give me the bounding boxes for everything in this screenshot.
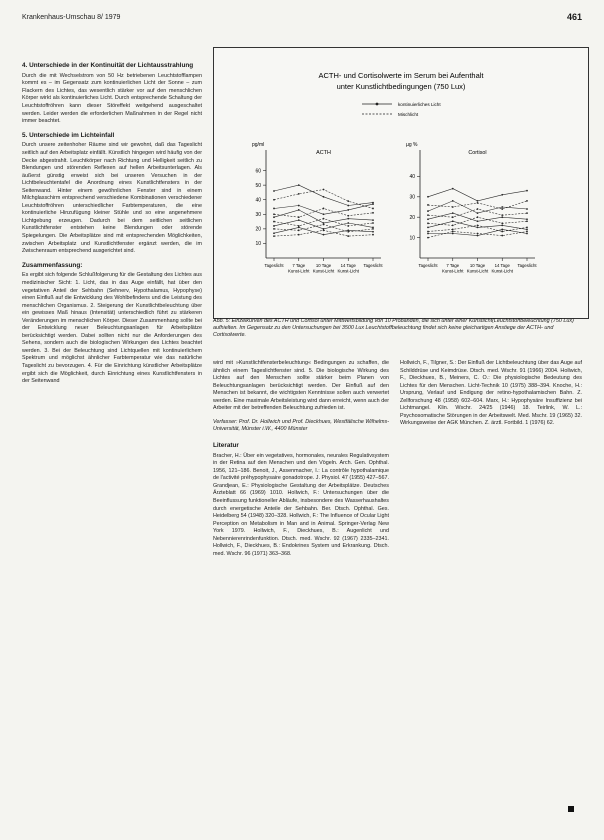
data-point xyxy=(347,225,349,227)
legend-label-1: kontinuierliches Licht xyxy=(398,102,441,107)
data-point xyxy=(526,208,528,210)
data-point xyxy=(427,237,429,239)
section-4-heading: 4. Unterschiede in der Kontinuität der Lichtausstrahlung xyxy=(22,62,194,69)
panel-title: Cortisol xyxy=(468,150,487,156)
data-point xyxy=(372,219,374,221)
series-line xyxy=(428,189,527,201)
data-point xyxy=(501,208,503,210)
data-point xyxy=(298,229,300,231)
data-point xyxy=(273,228,275,230)
x-tick-label: 14 Tage xyxy=(494,263,510,268)
data-point xyxy=(452,212,454,214)
data-point xyxy=(526,200,528,202)
section-5-heading: 5. Unterschiede im Lichteinfall xyxy=(22,131,115,139)
x-tick-label: Kunst-Licht xyxy=(288,268,310,274)
y-tick-label: 40 xyxy=(409,174,415,181)
data-point xyxy=(323,218,325,220)
data-point xyxy=(526,227,528,229)
figure-acth-cortisol xyxy=(213,47,589,319)
data-point xyxy=(273,213,275,215)
data-point xyxy=(501,206,503,208)
x-tick-label: Tageslicht xyxy=(517,263,537,268)
figure-title-1: ACTH- und Cortisolwerte im Serum bei Aufenthalt xyxy=(318,71,484,80)
data-point xyxy=(273,208,275,210)
page-number: 461 xyxy=(566,12,582,22)
data-point xyxy=(273,199,275,201)
x-tick-label: 10 Tage xyxy=(469,263,486,268)
data-point xyxy=(273,190,275,192)
x-tick-label: 14 Tage xyxy=(340,263,356,268)
data-point xyxy=(372,208,374,210)
x-tick-label: 10 Tage xyxy=(315,263,332,268)
y-unit-label: pg/ml xyxy=(252,142,265,148)
data-point xyxy=(372,203,374,205)
data-point xyxy=(372,234,374,236)
data-point xyxy=(298,227,300,229)
data-point xyxy=(452,216,454,218)
figure-title-2: unter Kunstlichtbedingungen (750 Lux) xyxy=(336,82,466,91)
data-point xyxy=(372,228,374,230)
data-point xyxy=(501,224,503,226)
x-tick-label: Tageslicht xyxy=(264,263,284,268)
y-tick-label: 30 xyxy=(255,212,261,219)
data-point xyxy=(273,221,275,223)
x-tick-label: Tageslicht xyxy=(418,263,438,268)
data-point xyxy=(501,214,503,216)
x-tick-label: 7 Tage xyxy=(446,263,460,268)
journal-issue: Krankenhaus-Umschau 8/ 1979 xyxy=(22,14,121,21)
data-point xyxy=(273,216,275,218)
data-point xyxy=(323,234,325,236)
data-point xyxy=(323,189,325,191)
data-point xyxy=(427,233,429,235)
data-point xyxy=(477,200,479,202)
data-point xyxy=(347,222,349,224)
data-point xyxy=(347,200,349,202)
data-point xyxy=(452,233,454,235)
cortisol-panel xyxy=(406,142,537,274)
y-unit-label: µg % xyxy=(406,142,418,148)
data-point xyxy=(323,213,325,215)
data-point xyxy=(298,205,300,207)
data-point xyxy=(501,194,503,196)
x-tick-label: Kunst-Licht xyxy=(442,268,464,274)
data-point xyxy=(298,234,300,236)
data-point xyxy=(298,219,300,221)
data-point xyxy=(298,209,300,211)
data-point xyxy=(452,206,454,208)
data-point xyxy=(526,190,528,192)
data-point xyxy=(477,208,479,210)
legend-marker-1 xyxy=(376,103,379,106)
section-5-text: Durch unsere zeitenhoher Räume sind wir gewohnt, daß das Tageslicht seitlich auf den Arbeitsplatz einfällt. Künstlich hingegen wird häufig von der Decke abgestrahlt. Leuchtkörper nach Richtung und Helligkeit seitlich zu Blendungen und störenden Reflexen auf hellen Arbeitsunterlagen. Als äußerst günstig erweist sich bei unseren Versuchen in der Lichtbeleuchtentafel die Anordnung eines Kunstlichtfensters in der Seitenwand. Hinter einem gewöhnlichen Fenster sind in einem Milchglasschirm entsprechend verschiedene Kombinationen verschiedener Leuchtstoffröhren unterschiedlicher Farbtemperaturen, die eine kontinuierliche Hinzufügung kleiner Stühle und so eine angenehmere Lichtgebung erzeugen. Dadurch bei dem seitlichen seitlichen Kunstlichtfenster entstehen keine Blendungen oder störende Spiegelungen. Die Arbeitsplätze sind mit entsprechenden Möglichkeiten, zwischen Arbeitsplatz und Kunstlichtfenster ergänzt werden, die im Zwischenraum entsprechend ausgerichtet sind. xyxy=(22,142,202,255)
data-point xyxy=(477,224,479,226)
data-point xyxy=(427,218,429,220)
column-3 xyxy=(400,360,582,430)
x-tick-label: Kunst-Licht xyxy=(491,268,513,274)
data-point xyxy=(427,204,429,206)
data-point xyxy=(477,227,479,229)
panel-title: ACTH xyxy=(316,150,331,156)
y-tick-label: 50 xyxy=(255,182,261,189)
data-point xyxy=(427,196,429,198)
figure-caption: Abb. 5: Einzelkurven des ACTH und Cortisol unter Mittwertsbildung von 10 Probanden, die sich unter einer Kunstlicht(Leuchtstoffbeleuchtung (750 Lux) aufhielten. Im Gegensatz zu den Untersuchungen bei 3500 Lux Leuchtstoffbeleuchtung findet sich keine gleichartigen Anstiege der ACTH- und Cortisolwerte. xyxy=(213,318,574,339)
data-point xyxy=(477,233,479,235)
data-point xyxy=(347,205,349,207)
data-point xyxy=(323,229,325,231)
data-point xyxy=(372,222,374,224)
y-tick-label: 20 xyxy=(255,226,261,233)
y-tick-label: 10 xyxy=(255,241,261,248)
data-point xyxy=(477,202,479,204)
running-header xyxy=(22,12,582,24)
data-point xyxy=(526,233,528,235)
literature-list-1: Bracher, H.: Über ein vegetatives, hormonales, neurales Regulativsystem in der Retina auf den Menschen und den Vögeln. Arch. Gen. Ophthal. 1956, 121–186. Benoit, J., Assenmacher, I.: La contrôle hypothalamique de l'activité préhypophysaire gonadotrope. J. Physiol. 47 (1955) 427–567. Grandjean, E.: Physiologische Gestaltung der Arbeitsplätze. Deutsches Ärzteblatt 66 (1969) 1010. Hollwich, F.: Untersuchungen über die Beeinflussung funktioneller Abläufe, insbesondere des Wasserhaushaltes durch energetische Anteile der Sehbahn. Ber. Dtsch. Ophthal. Ges. Heidelberg 54 (1948) 320–328. Hollwich, F.: The Influence of Ocular Light Perception on Metabolism in Man and in Animal. Springer-Verlag New York 1979. Hollwich, F., Dieckhues, B.: Augenlicht und Nebennierenrindenfunktion. Dtsch. med. Wschr. 92 (1967) 2335–2341. Hollwich, F., Dieckhues, B.: Endokrines System und Erkrankung. Dtsch. med. Wschr. 96 (1971) 363–368. xyxy=(213,452,389,557)
data-point xyxy=(372,212,374,214)
y-tick-label: 60 xyxy=(255,168,261,175)
data-point xyxy=(501,216,503,218)
data-point xyxy=(477,220,479,222)
x-tick-label: Kunst-Licht xyxy=(466,268,489,274)
data-point xyxy=(427,231,429,233)
y-tick-label: 40 xyxy=(255,197,261,204)
data-point xyxy=(427,222,429,224)
y-tick-label: 10 xyxy=(409,235,415,242)
figure-canvas xyxy=(214,48,588,318)
acth-panel xyxy=(252,142,383,274)
data-point xyxy=(477,216,479,218)
summary-text: Es ergibt sich folgende Schlußfolgerung für die Gestaltung des Lichtes aus medizinischer Sicht: 1. Licht, das in das Auge einfällt, hat über den vegetativen Anteil der Sehbahn (Sehnerv, Hypothalamus, Hypophyse) einen Einfluß auf die Entwicklung des Wohlbefindens und die Leistung des menschlichen Organismus. 2. Steigerung der Kunstlichtbeleuchtung über ein gewisses Maß hinaus (Intensität) unterschiedlich führt zu stärkeren Veränderungen im menschlichen Körper. Dieser Zusammenhang sollte bei der Entwicklung neuer Beleuchtungsanlagen für Arbeitsplätze berücksichtigt werden. Dabei sollten nicht nur die Anforderungen des Sehens, sondern auch die biologischen Wirkungen des Lichtes beachtet werden. 3. Bei der Beleuchtung sind Lichtquellen mit kontinuierlichem Spektrum und möglichst ähnlicher Farbtemperatur wie das natürliche Tageslicht zu bevorzugen. 4. Für die Einrichtung künstlicher Arbeitsplätze ergibt sich die Möglichkeit, durch Einrichtung eines Kunstlichtfensters in der Seitenwand xyxy=(22,272,202,385)
data-point xyxy=(273,235,275,237)
literature-heading: Literatur xyxy=(213,441,239,449)
y-tick-label: 30 xyxy=(409,194,415,201)
series-line xyxy=(428,225,527,231)
data-point xyxy=(298,193,300,195)
data-point xyxy=(347,218,349,220)
data-point xyxy=(501,222,503,224)
data-point xyxy=(323,196,325,198)
x-tick-label: Kunst-Licht xyxy=(337,268,359,274)
data-point xyxy=(273,232,275,234)
data-point xyxy=(501,229,503,231)
data-point xyxy=(452,220,454,222)
data-point xyxy=(347,209,349,211)
series-line xyxy=(274,185,373,205)
continued-text: wird mit »Kunstlichtfensterbeleuchtung« Bedingungen zu schaffen, die ähnlich einem Tageslichtfenster sind. 5. Die biologische Wirkung des Lichtes auf den Menschen sollte stärker beim Planen von Beleuchtungsanlagen berücksichtigt werden. Der Einfluß auf den Menschen ist bekannt, die wichtigsten Kenntnisse sollen auch verwertet werden. Eine maximale Arbeitsleistung wird dann erreicht, wenn auch der Arbeiter mit der betreffenden Beleuchtung zufrieden ist. xyxy=(213,360,389,412)
data-point xyxy=(372,231,374,233)
data-point xyxy=(347,235,349,237)
x-tick-label: 7 Tage xyxy=(292,263,306,268)
summary-heading: Zusammenfassung: xyxy=(22,261,83,269)
series-line xyxy=(274,210,373,223)
data-point xyxy=(526,212,528,214)
data-point xyxy=(526,218,528,220)
author-address: Verfasser: Prof. Dr. Hollwich und Prof. Dieckhues, Westfälische Wilhelms-Universität, Münster i.W., 4400 Münster xyxy=(213,418,389,433)
data-point xyxy=(452,231,454,233)
data-point xyxy=(298,216,300,218)
data-point xyxy=(347,215,349,217)
series-line xyxy=(428,232,527,238)
data-point xyxy=(298,184,300,186)
data-point xyxy=(452,224,454,226)
data-point xyxy=(273,225,275,227)
data-point xyxy=(452,229,454,231)
y-tick-label: 20 xyxy=(409,215,415,221)
data-point xyxy=(427,227,429,229)
data-point xyxy=(526,231,528,233)
x-tick-label: Kunst-Licht xyxy=(312,268,335,274)
data-point xyxy=(323,224,325,226)
literature-list-2: Hollwich, F., Tilgner, S.: Der Einfluß der Lichtbeleuchtung über das Auge auf Schilddrüse und Keimdrüse. Dtsch. med. Wschr. 91 (1966) 2004. Hollwich, F., Dieckhues, B., Meiners, C. O.: Die physiologische Bedeutung des Lichtes für den Menschen. Licht-Technik 10 (1975) 388–394. Knoche, H.: Ursprung, Verlauf und Endigung der retino-hypothalamischen Bahn. Z. Zellforschung 48 (1958) 602–604. Marx, H.: Hypophysäre Insuffizienz bei Lichtmangel. Klin. Wschr. 24/25 (1946) 18. Teirlink, W. L.: Psychosomatische Störungen in der Arbeitswelt. Med. Mschr. 19 (1965) 32. Wirkungsweise der AGK München. Z. ärztl. Fortbild. 1 (1976) 62. xyxy=(400,360,582,427)
data-point xyxy=(526,229,528,231)
column-1 xyxy=(22,60,202,388)
data-point xyxy=(501,235,503,237)
data-point xyxy=(452,200,454,202)
data-point xyxy=(427,210,429,212)
data-point xyxy=(477,235,479,237)
series-line xyxy=(274,190,373,209)
end-of-article-mark xyxy=(568,806,574,812)
column-2 xyxy=(213,360,389,560)
data-point xyxy=(427,214,429,216)
legend-label-2: Mischlicht xyxy=(398,112,419,117)
data-point xyxy=(452,188,454,190)
data-point xyxy=(501,231,503,233)
data-point xyxy=(323,208,325,210)
section-4-text: Durch die mit Wechselstrom von 50 Hz betriebenen Leuchtstofflampen kommt es – im Gegensatz zum kontinuierlichen Licht der Sonne – zum Flackern des Lichtes, das wesentlich stärker vor auf den menschlichen Körper wirkt als kontinuierliches Licht. Durch entsprechende Schaltung der Leuchtstoffröhren kann dieser Störeffekt weitgehend ausgeschaltet werden. Leider werden die erforderlichen Maßnahmen in der Regel nicht immer beachtet. xyxy=(22,72,202,125)
data-point xyxy=(347,229,349,231)
data-point xyxy=(526,220,528,222)
x-tick-label: Tageslicht xyxy=(363,263,383,268)
data-point xyxy=(477,212,479,214)
